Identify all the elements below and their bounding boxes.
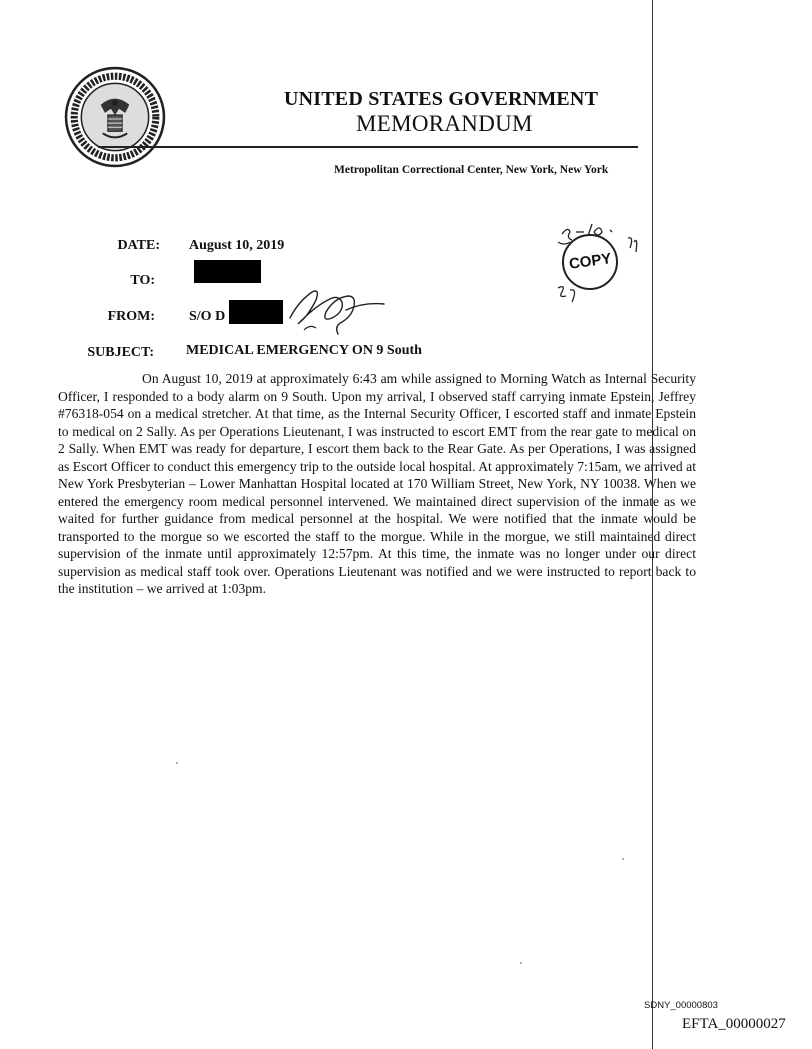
date-label: DATE: — [117, 238, 160, 253]
handwritten-signature-icon — [286, 282, 386, 338]
bates-number-small: SDNY_00000803 — [644, 1000, 718, 1011]
memo-body-text: On August 10, 2019 at approximately 6:43 am while assigned to Morning Watch as Internal Security Officer, I responded to a body alarm on 9 South. Upon my arrival, I observed staff carrying inmate Epstein, Jeffrey #76318-054 on a medical stretcher. At that time, as the Internal Security Officer, I escorted staff and inmate Epstein to medical on 2 Sally. As per Operations Lieutenant, I was instructed to escort EMT from the rear gate to medical on 2 Sally. When EMT was ready for departure, I escort them back to the Rear Gate. As per Operations, I was assigned as Escort Officer to conduct this emergency trip to the outside local hospital. At approximately 7:15am, we arrived at New York Presbyterian – Lower Manhattan Hospital located at 170 William Street, New York, NY 10038. When we entered the emergency room medical personnel intervened. We maintained direct supervision of the inmate as we waited for further guidance from medical personnel at the hospital. We were notified that the inmate would be transported to the morgue so we escorted the staff to the morgue. While in the morgue, we still maintained direct supervision of the inmate until approximately 12:57pm. At this time, the inmate was no longer under our direct supervision as medical staff took over. Operations Lieutenant was notified and we were instructed to report back to the institution – we arrived at 1:03pm. — [58, 371, 696, 596]
bates-number-main: EFTA_00000027 — [682, 1016, 786, 1032]
to-redaction — [194, 260, 261, 283]
scan-speck — [176, 762, 178, 764]
date-value: August 10, 2019 — [189, 238, 285, 253]
office-line: Metropolitan Correctional Center, New York, New York — [334, 164, 609, 176]
to-label: TO: — [130, 273, 155, 288]
subject-value: MEDICAL EMERGENCY ON 9 South — [186, 343, 422, 358]
copy-stamp-text: COPY — [568, 250, 613, 273]
memo-body — [58, 370, 696, 598]
from-prefix: S/O D — [189, 309, 226, 324]
from-redaction — [229, 300, 283, 324]
scan-speck — [622, 858, 624, 860]
from-label: FROM: — [107, 309, 155, 324]
scan-speck — [520, 962, 522, 964]
document-type-heading: MEMORANDUM — [356, 111, 533, 136]
scan-fold-line — [652, 0, 653, 1049]
subject-label: SUBJECT: — [87, 345, 154, 360]
agency-heading: UNITED STATES GOVERNMENT — [284, 88, 599, 110]
header-divider — [98, 146, 638, 148]
department-seal-icon — [64, 66, 166, 168]
